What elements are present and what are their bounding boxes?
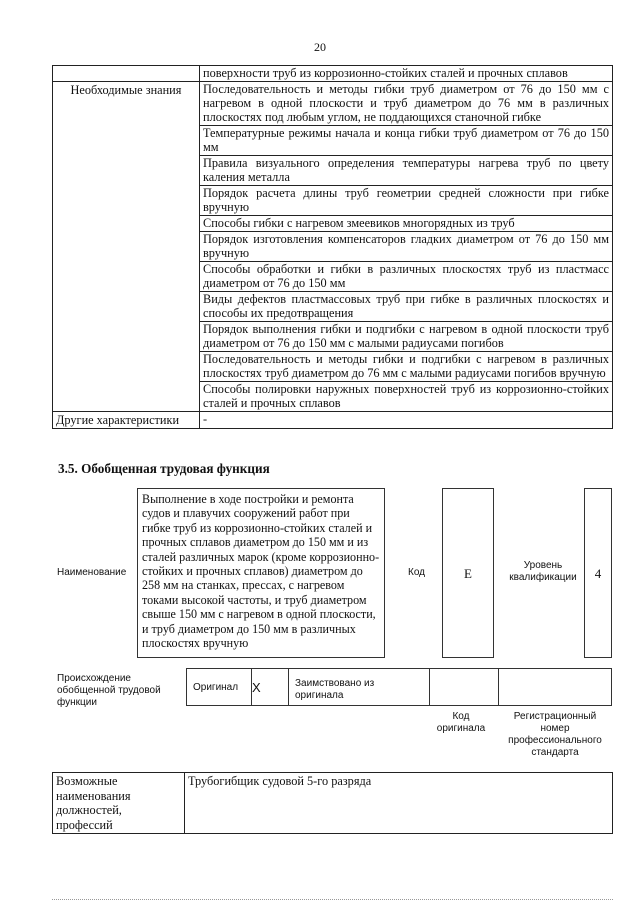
qualification-level-label: Уровень квалификации [509,560,577,583]
code-original-label: Код оригинала [436,711,486,734]
knowledge-table [52,65,613,429]
positions-table [52,772,613,834]
name-label: Наименование [57,567,127,578]
original-label: Оригинал [187,669,252,706]
knowledge-item: Правила визуального определения температуры нагрева труб по цвету каления металла [200,156,613,186]
table-row [53,773,613,834]
knowledge-label: Необходимые знания [53,82,200,412]
positions-value: Трубогибщик судовой 5-го разряда [185,773,613,834]
positions-label: Возможные наименования должностей, профессий [53,773,185,834]
borrowed-label: Заимствовано из оригинала [289,669,430,706]
knowledge-item: Способы обработки и гибки в различных плоскостях труб из пластмасс диаметром от 76 до 150 мм [200,262,613,292]
table-row [53,82,613,126]
table-row [187,669,612,706]
knowledge-item: Порядок изготовления компенсаторов гладких диаметром от 76 до 150 мм вручную [200,232,613,262]
function-name-box: Выполнение в ходе постройки и ремонта судов и плавучих сооружений работ при гибке труб из коррозионно-стойких сталей и прочных сплавов диаметром до 150 мм и из сталей различных марок (кроме коррозионно-стойких и прочных сплавов) диаметром до 258 мм на станках, прессах, с нагревом токами высокой частоты, и труб диаметром свыше 150 мм с нагревом в одной плоскости, и труб диаметром до 150 мм в различных плоскостях вручную [137,488,385,658]
knowledge-item: Порядок расчета длины труб геометрии средней сложности при гибке вручную [200,186,613,216]
continuation-cell: поверхности труб из коррозионно-стойких сталей и прочных сплавов [200,66,613,82]
section-title: 3.5. Обобщенная трудовая функция [58,461,270,476]
empty-cell [53,66,200,82]
origin-label: Происхождение обобщенной трудовой функции [57,673,161,708]
other-value: - [200,412,613,429]
knowledge-item: Последовательность и методы гибки труб диаметром от 76 до 150 мм с нагревом в одной плоскости и труб диаметром до 76 мм в различных плоскостях под любым углом, не поддающихся станочной гибке [200,82,613,126]
origin-table [186,668,612,706]
page-number: 20 [314,40,326,54]
registration-number-label: Регистрационный номер профессионального стандарта [508,711,602,758]
registration-cell [499,669,612,706]
code-value: E [464,566,472,581]
knowledge-item: Виды дефектов пластмассовых труб при гибке в различных плоскостях и способы их предотвращения [200,292,613,322]
original-mark: X [252,669,289,706]
qualification-level-value: 4 [594,566,602,581]
page-bottom-edge [52,899,613,900]
table-row [53,66,613,82]
table-row [53,412,613,429]
knowledge-item: Порядок выполнения гибки и подгибки с нагревом в одной плоскости труб диаметром от 76 до 150 мм с малыми радиусами погибов [200,322,613,352]
knowledge-item: Способы гибки с нагревом змеевиков многорядных из труб [200,216,613,232]
knowledge-item: Температурные режимы начала и конца гибки труб диаметром от 76 до 150 мм [200,126,613,156]
knowledge-item: Способы полировки наружных поверхностей труб из коррозионно-стойких сталей и прочных сплавов [200,382,613,412]
knowledge-item: Последовательность и методы гибки и подгибки с нагревом в различных плоскостях труб диаметром до 76 мм с малыми радиусами погибов вручную [200,352,613,382]
other-label: Другие характеристики [53,412,200,429]
code-original-cell [430,669,499,706]
code-label: Код [408,567,426,578]
